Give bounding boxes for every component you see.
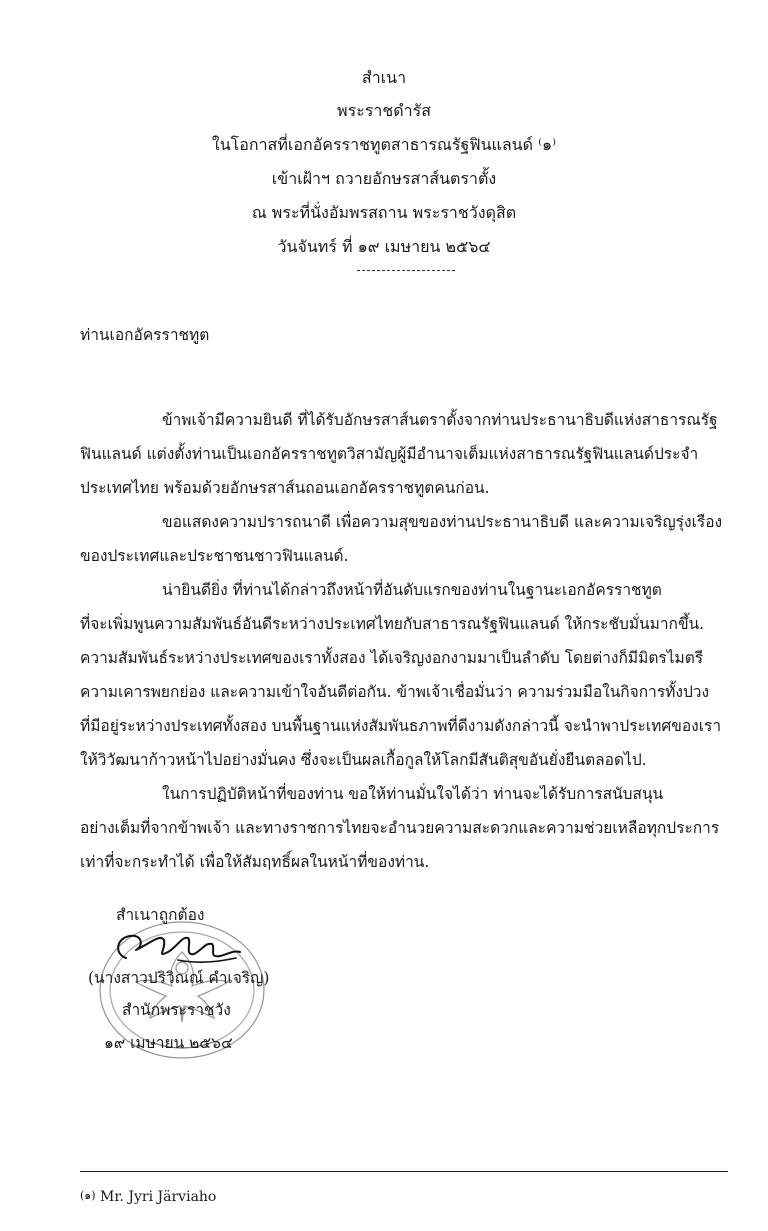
header-line-2: พระราชดำรัส (337, 101, 431, 120)
footnote-divider (80, 1171, 728, 1172)
header-line-6: วันจันทร์ ที่ ๑๙ เมษายน ๒๕๖๔ (277, 237, 491, 256)
header-line-1: สำเนา (361, 68, 407, 87)
body-line: ของประเทศและประชาชนชาวฟินแลนด์. (80, 547, 349, 565)
body-line: ขอแสดงความปรารถนาดี เพื่อความสุขของท่านประธานาธิบดี และความเจริญรุ่งเรือง (162, 513, 723, 531)
body-line: ที่มีอยู่ระหว่างประเทศทั้งสอง บนพื้นฐานแห่งสัมพันธภาพที่ดีงามดังกล่าวนี้ จะนำพาประเทศของเรา (80, 717, 722, 735)
body-line: ความเคารพยกย่อง และความเข้าใจอันดีต่อกัน. ข้าพเจ้าเชื่อมั่นว่า ความร่วมมือในกิจการทั้งปวง (80, 683, 710, 701)
body-line: ที่จะเพิ่มพูนความสัมพันธ์อันดีระหว่างประเทศไทยกับสาธารณรัฐฟินแลนด์ ให้กระชับมั่นมากขึ้น. (80, 615, 705, 633)
body-line: ข้าพเจ้ามีความยินดี ที่ได้รับอักษรสาส์นตราตั้งจากท่านประธานาธิบดีแห่งสาธารณรัฐ (162, 411, 718, 429)
body-line: ให้วิวัฒนาก้าวหน้าไปอย่างมั่นคง ซึ่งจะเป็นผลเกื้อกูลให้โลกมีสันติสุขอันยั่งยืนตลอดไป. (80, 751, 647, 769)
certified-copy-label: สำเนาถูกต้อง (116, 906, 205, 924)
footnote-text: Mr. Jyri Järviaho (100, 1189, 217, 1205)
body-line: อย่างเต็มที่จากข้าพเจ้า และทางราชการไทยจะอำนวยความสะดวกและความช่วยเหลือทุกประการ (80, 819, 720, 837)
body-line: ประเทศไทย พร้อมด้วยอักษรสาส์นถอนเอกอัครราชทูตคนก่อน. (80, 479, 490, 497)
salutation: ท่านเอกอัครราชทูต (80, 326, 210, 344)
header-line-4: เข้าเฝ้าฯ ถวายอักษรสาส์นตราตั้ง (271, 169, 497, 188)
footnote-marker: (๑) (80, 1189, 96, 1202)
body-line: ในการปฏิบัติหน้าที่ของท่าน ขอให้ท่านมั่นใจได้ว่า ท่านจะได้รับการสนับสนุน (162, 785, 664, 803)
header-line-3: ในโอกาสที่เอกอัครราชทูตสาธารณรัฐฟินแลนด์ ⁽๑⁾ (211, 135, 557, 154)
certifier-office: สำนักพระราชวัง (122, 1001, 231, 1019)
header-line-5: ณ พระที่นั่งอัมพรสถาน พระราชวังดุสิต (251, 203, 517, 222)
body-line: เท่าที่จะกระทำได้ เพื่อให้สัมฤทธิ์ผลในหน้าที่ของท่าน. (80, 853, 430, 871)
header-divider (357, 270, 455, 271)
certification-date: ๑๙ เมษายน ๒๕๖๔ (104, 1034, 233, 1052)
body-line: ความสัมพันธ์ระหว่างประเทศของเราทั้งสอง ได้เจริญงอกงามมาเป็นลำดับ โดยต่างก็มีมิตรไมตรี (80, 649, 704, 667)
body-line: น่ายินดียิ่ง ที่ท่านได้กล่าวถึงหน้าที่อันดับแรกของท่านในฐานะเอกอัครราชทูต (162, 581, 662, 599)
certifier-name: (นางสาวปริวิณณ์ คำเจริญ) (88, 969, 270, 987)
body-line: ฟินแลนด์ แต่งตั้งท่านเป็นเอกอัครราชทูตวิสามัญผู้มีอำนาจเต็มแห่งสาธารณรัฐฟินแลนด์ประจำ (80, 445, 699, 463)
